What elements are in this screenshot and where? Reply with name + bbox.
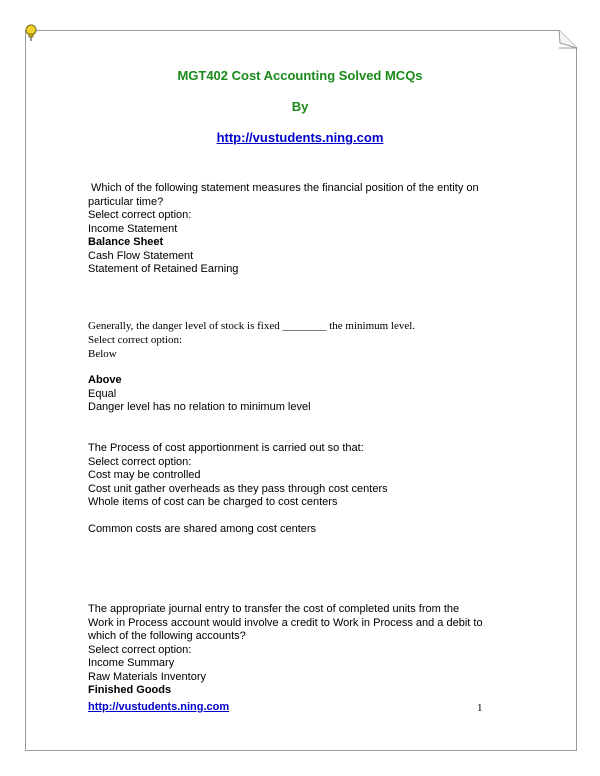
question-1-prompt: Select correct option: <box>88 209 192 221</box>
question-3-option-1: Cost may be controlled <box>88 469 201 481</box>
question-3-rest <box>88 523 316 537</box>
question-4 <box>88 603 483 698</box>
question-3-option-2: Cost unit gather overheads as they pass through cost centers <box>88 482 388 495</box>
question-1-option-1: Income Statement <box>88 222 178 235</box>
question-4-option-2: Raw Materials Inventory <box>88 670 206 683</box>
question-4-line-1: The appropriate journal entry to transfer the cost of completed units from the <box>88 603 460 615</box>
question-2-option-3: Equal <box>88 387 117 400</box>
question-4-option-3: Finished Goods <box>88 684 172 696</box>
question-1-line-1: Which of the following statement measures the financial position of the entity on <box>91 182 479 194</box>
question-2 <box>88 319 415 361</box>
question-1-option-4: Statement of Retained Earning <box>88 263 239 275</box>
header-url-link[interactable]: http://vustudents.ning.com <box>216 130 384 145</box>
question-2-option-1: Below <box>88 348 117 360</box>
question-2-rest <box>88 374 311 415</box>
footer-url-link[interactable]: http://vustudents.ning.com <box>88 701 230 713</box>
question-4-line-3: which of the following accounts? <box>88 630 246 642</box>
question-3 <box>88 442 388 510</box>
question-2-option-4: Danger level has no relation to minimum level <box>88 401 311 413</box>
page-number: 1 <box>477 702 483 714</box>
question-3-option-3: Whole items of cost can be charged to cost centers <box>88 496 338 508</box>
question-4-option-1: Income Summary <box>88 657 175 669</box>
page-border-right <box>576 48 577 751</box>
page-fold-icon <box>558 29 578 49</box>
question-2-line-1: Generally, the danger level of stock is fixed ________ the minimum level. <box>88 320 416 332</box>
header-link-wrap <box>0 130 600 145</box>
document-by: By <box>291 99 309 114</box>
question-3-prompt: Select correct option: <box>88 455 192 468</box>
question-2-option-2: Above <box>88 374 122 386</box>
question-3-line-1: The Process of cost apportionment is carried out so that: <box>88 442 364 454</box>
question-1 <box>88 182 479 277</box>
question-4-prompt: Select correct option: <box>88 643 192 656</box>
question-1-line-2: particular time? <box>88 195 164 208</box>
question-3-option-4: Common costs are shared among cost centers <box>88 523 317 535</box>
question-2-prompt: Select correct option: <box>88 334 183 346</box>
question-1-option-3: Cash Flow Statement <box>88 249 194 262</box>
page-border-top <box>25 30 560 31</box>
annotation-pin-icon[interactable] <box>24 24 38 42</box>
document-title: MGT402 Cost Accounting Solved MCQs <box>177 68 423 83</box>
question-1-option-2: Balance Sheet <box>88 236 164 248</box>
footer-link-wrap <box>88 701 229 713</box>
question-4-line-2: Work in Process account would involve a credit to Work in Process and a debit to <box>88 616 483 629</box>
